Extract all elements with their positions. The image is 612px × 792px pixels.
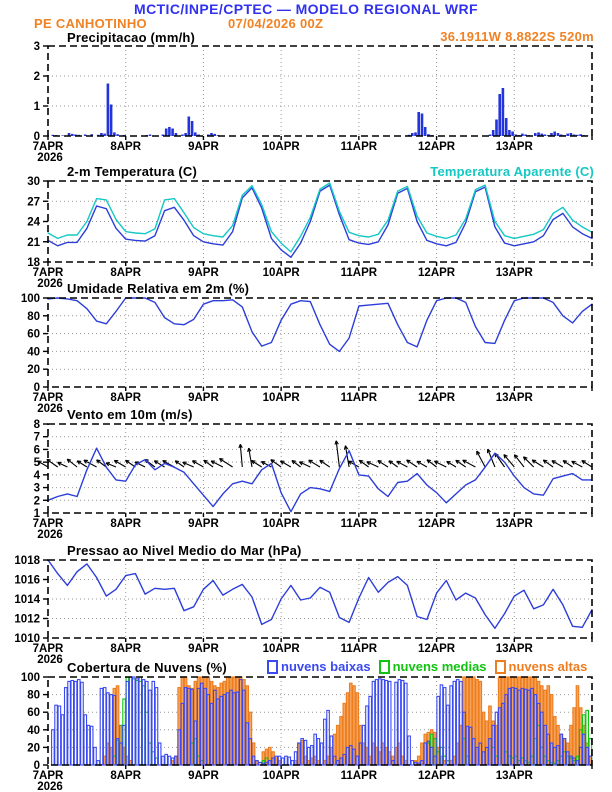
panel-title-pressure: Pressao ao Nivel Medio do Mar (hPa) xyxy=(67,543,302,558)
svg-text:5: 5 xyxy=(33,457,40,470)
svg-text:2026: 2026 xyxy=(37,781,63,792)
svg-text:10APR: 10APR xyxy=(262,770,300,782)
svg-text:2: 2 xyxy=(33,495,40,508)
svg-text:10APR: 10APR xyxy=(262,518,300,530)
svg-text:21: 21 xyxy=(27,236,40,249)
svg-text:13APR: 13APR xyxy=(495,392,533,404)
svg-text:80: 80 xyxy=(27,310,40,323)
svg-text:0: 0 xyxy=(33,382,40,394)
svg-text:60: 60 xyxy=(27,328,40,341)
run-datetime: 07/04/2026 00Z xyxy=(228,16,324,31)
svg-text:2026: 2026 xyxy=(37,403,63,415)
panel-title-precipitation: Precipitacao (mm/h) xyxy=(67,30,196,45)
svg-text:11APR: 11APR xyxy=(340,267,378,279)
svg-text:12APR: 12APR xyxy=(418,267,456,279)
svg-text:9APR: 9APR xyxy=(188,643,219,655)
svg-text:13APR: 13APR xyxy=(495,643,533,655)
svg-text:7APR: 7APR xyxy=(32,518,64,530)
svg-text:11APR: 11APR xyxy=(340,770,378,782)
high-clouds-square-icon xyxy=(495,660,506,674)
svg-text:6: 6 xyxy=(33,444,40,457)
svg-text:12APR: 12APR xyxy=(418,141,456,153)
svg-text:8: 8 xyxy=(33,419,40,431)
legend-item-low-clouds xyxy=(267,659,371,674)
panel-title-wind: Vento em 10m (m/s) xyxy=(67,407,193,422)
svg-text:3: 3 xyxy=(33,41,40,53)
low-clouds-square-icon xyxy=(267,660,278,674)
svg-text:9APR: 9APR xyxy=(188,392,219,404)
svg-text:13APR: 13APR xyxy=(495,518,533,530)
svg-text:9APR: 9APR xyxy=(188,518,219,530)
svg-text:1010: 1010 xyxy=(14,633,40,645)
svg-text:11APR: 11APR xyxy=(340,518,378,530)
svg-text:27: 27 xyxy=(27,196,40,209)
svg-text:11APR: 11APR xyxy=(340,141,378,153)
svg-text:12APR: 12APR xyxy=(418,392,456,404)
svg-text:8APR: 8APR xyxy=(110,518,142,530)
svg-text:12APR: 12APR xyxy=(418,770,456,782)
panel-title-temperature: 2-m Temperatura (C) xyxy=(67,164,197,179)
mid-clouds-square-icon xyxy=(379,660,390,674)
svg-text:8APR: 8APR xyxy=(110,141,142,153)
svg-text:24: 24 xyxy=(27,216,40,229)
svg-text:7APR: 7APR xyxy=(32,643,64,655)
svg-text:0: 0 xyxy=(33,131,40,143)
cloud-legend xyxy=(267,659,587,674)
svg-text:2026: 2026 xyxy=(37,152,63,164)
svg-text:2026: 2026 xyxy=(37,278,63,290)
svg-text:7: 7 xyxy=(33,431,40,444)
svg-text:10APR: 10APR xyxy=(262,141,300,153)
svg-text:7APR: 7APR xyxy=(32,392,64,404)
legend-label-high-clouds: nuvens altas xyxy=(508,659,588,674)
svg-text:12APR: 12APR xyxy=(418,518,456,530)
svg-text:8APR: 8APR xyxy=(110,770,142,782)
svg-text:13APR: 13APR xyxy=(495,267,533,279)
panel-title-clouds: Cobertura de Nuvens (%) xyxy=(67,660,227,675)
svg-text:11APR: 11APR xyxy=(340,643,378,655)
svg-text:8APR: 8APR xyxy=(110,643,142,655)
svg-text:1: 1 xyxy=(33,101,40,113)
svg-text:10APR: 10APR xyxy=(262,392,300,404)
svg-text:18: 18 xyxy=(27,257,40,269)
svg-text:40: 40 xyxy=(27,346,40,359)
svg-text:8APR: 8APR xyxy=(110,392,142,404)
legend-item-high-clouds xyxy=(495,659,588,674)
svg-text:11APR: 11APR xyxy=(340,392,378,404)
svg-text:100: 100 xyxy=(20,672,40,684)
svg-text:2: 2 xyxy=(33,71,40,83)
svg-text:4: 4 xyxy=(33,469,40,482)
legend-label-low-clouds: nuvens baixas xyxy=(281,659,371,674)
svg-text:3: 3 xyxy=(33,482,40,495)
svg-text:40: 40 xyxy=(27,724,40,737)
svg-text:60: 60 xyxy=(27,707,40,720)
svg-text:9APR: 9APR xyxy=(188,267,219,279)
svg-text:1014: 1014 xyxy=(14,594,40,606)
svg-text:20: 20 xyxy=(27,364,40,377)
legend-label-mid-clouds: nuvens medias xyxy=(392,659,487,674)
svg-text:7APR: 7APR xyxy=(32,770,64,782)
svg-text:80: 80 xyxy=(27,689,40,702)
svg-text:13APR: 13APR xyxy=(495,770,533,782)
panel-title-humidity: Umidade Relativa em 2m (%) xyxy=(67,281,250,296)
location-coords: 36.1911W 8.8822S 520m xyxy=(440,29,594,44)
svg-text:1: 1 xyxy=(33,508,40,520)
svg-text:13APR: 13APR xyxy=(495,141,533,153)
svg-text:9APR: 9APR xyxy=(188,141,219,153)
page-title: MCTIC/INPE/CPTEC — MODELO REGIONAL WRF xyxy=(134,1,478,17)
svg-text:2026: 2026 xyxy=(37,529,63,541)
svg-text:12APR: 12APR xyxy=(418,643,456,655)
svg-text:9APR: 9APR xyxy=(188,770,219,782)
svg-text:8APR: 8APR xyxy=(110,267,142,279)
svg-text:20: 20 xyxy=(27,742,40,755)
svg-text:1018: 1018 xyxy=(14,555,40,567)
svg-text:30: 30 xyxy=(27,176,40,188)
svg-text:0: 0 xyxy=(33,760,40,772)
panel-label-apparent-temperature: Temperatura Aparente (C) xyxy=(430,164,594,179)
svg-text:10APR: 10APR xyxy=(262,643,300,655)
svg-text:100: 100 xyxy=(20,293,40,305)
legend-item-mid-clouds xyxy=(379,659,487,674)
svg-text:1012: 1012 xyxy=(14,613,40,626)
station-label: PE CANHOTINHO xyxy=(34,16,147,31)
svg-text:10APR: 10APR xyxy=(262,267,300,279)
svg-text:1016: 1016 xyxy=(14,574,40,587)
svg-text:7APR: 7APR xyxy=(32,267,64,279)
svg-text:7APR: 7APR xyxy=(32,141,64,153)
svg-text:2026: 2026 xyxy=(37,654,63,666)
